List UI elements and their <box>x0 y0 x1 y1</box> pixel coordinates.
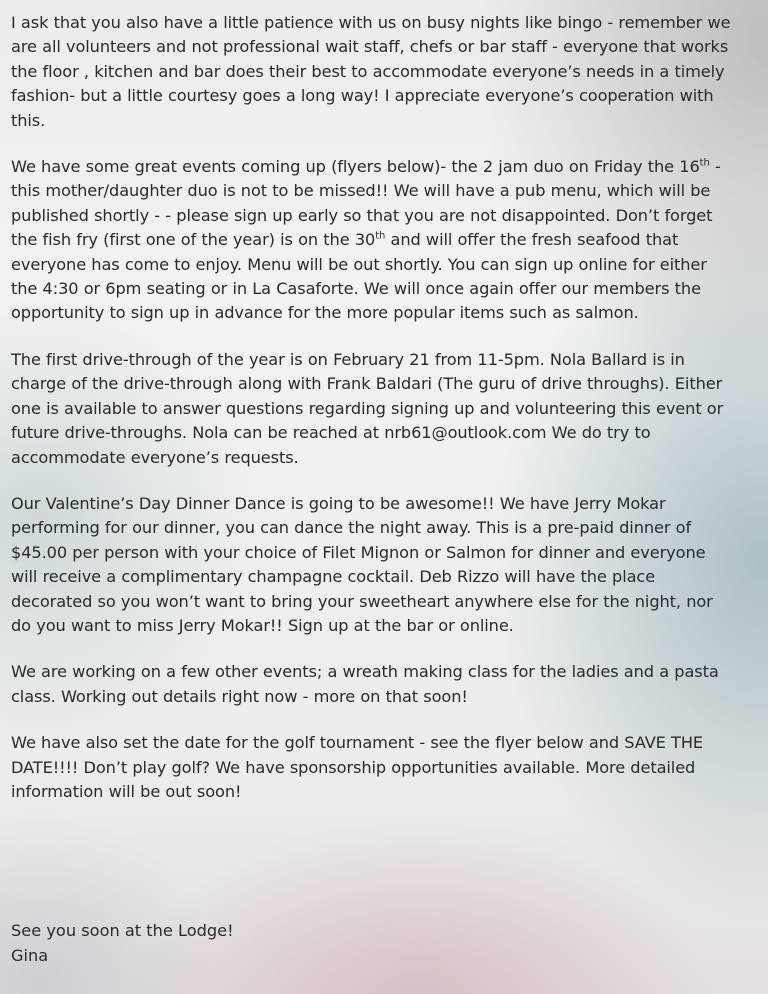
blank-space <box>11 826 763 919</box>
text-line <box>11 228 763 252</box>
text-line: We are working on a few other events; a wreath making class for the ladies and a pasta <box>11 662 719 682</box>
text-segment: the fish fry (first one of the year) is on the 30 <box>11 230 376 250</box>
closing-line: See you soon at the Lodge! <box>11 921 234 941</box>
text-line: the floor , kitchen and bar does their best to accommodate everyone’s needs in a timely <box>11 61 725 81</box>
text-line: do you want to miss Jerry Mokar!! Sign up at the bar or online. <box>11 615 514 635</box>
text-line: one is available to answer questions regarding signing up and volunteering this event or <box>11 398 724 418</box>
text-line: I ask that you also have a little patience with us on busy nights like bingo - remember we <box>11 13 731 32</box>
text-line: are all volunteers and not professional wait staff, chefs or bar staff - everyone that works <box>11 37 729 57</box>
text-line: everyone has come to enjoy. Menu will be out shortly. You can sign up online for either <box>11 254 707 274</box>
text-line: performing for our dinner, you can dance the night away. This is a pre-paid dinner of <box>11 518 692 538</box>
text-line: information will be out soon! <box>11 781 242 801</box>
signoff <box>11 919 763 968</box>
paragraph-valentines <box>11 492 763 638</box>
text-line: will receive a complimentary champagne cocktail. Deb Rizzo will have the place <box>11 567 656 587</box>
text-line: $45.00 per person with your choice of Filet Mignon or Salmon for dinner and everyone <box>11 542 706 562</box>
text-segment: and will offer the fresh seafood that <box>385 230 679 250</box>
paragraph-golf <box>11 731 763 804</box>
text-line: this. <box>11 110 46 130</box>
text-line: charge of the drive-through along with Frank Baldari (The guru of drive throughs). Either <box>11 374 723 394</box>
text-segment: We have some great events coming up (flyers below)- the 2 jam duo on Friday the 16 <box>11 157 700 177</box>
text-line <box>11 155 763 179</box>
paragraph-drive-through <box>11 348 763 470</box>
text-line: the 4:30 or 6pm seating or in La Casaforte. We will once again offer our members the <box>11 279 701 299</box>
ordinal-suffix: th <box>699 157 710 169</box>
text-line: this mother/daughter duo is not to be missed!! We will have a pub menu, which will be <box>11 181 711 201</box>
text-line: decorated so you won’t want to bring your sweetheart anywhere else for the night, nor <box>11 591 713 611</box>
text-line: future drive-throughs. Nola can be reached at nrb61@outlook.com We do try to <box>11 423 651 443</box>
text-line: DATE!!!! Don’t play golf? We have sponsorship opportunities available. More detailed <box>11 757 696 777</box>
text-line: class. Working out details right now - more on that soon! <box>11 686 468 706</box>
text-line: Our Valentine’s Day Dinner Dance is going to be awesome!! We have Jerry Mokar <box>11 493 666 513</box>
text-segment: - <box>709 157 721 177</box>
text-line: published shortly - - please sign up early so that you are not disappointed. Don’t forget <box>11 205 713 225</box>
ordinal-suffix: th <box>375 230 386 242</box>
text-line: accommodate everyone’s requests. <box>11 447 299 467</box>
paragraph-events <box>11 155 763 326</box>
text-line: opportunity to sign up in advance for the more popular items such as salmon. <box>11 303 639 323</box>
text-line: fashion- but a little courtesy goes a long way! I appreciate everyone’s cooperation with <box>11 86 714 106</box>
paragraph-other-events <box>11 660 763 709</box>
signature-name: Gina <box>11 945 49 965</box>
text-line: The first drive-through of the year is on February 21 from 11-5pm. Nola Ballard is in <box>11 349 685 369</box>
text-line: We have also set the date for the golf tournament - see the flyer below and SAVE THE <box>11 733 704 753</box>
paragraph-patience <box>11 11 763 133</box>
letter-body <box>11 11 763 968</box>
